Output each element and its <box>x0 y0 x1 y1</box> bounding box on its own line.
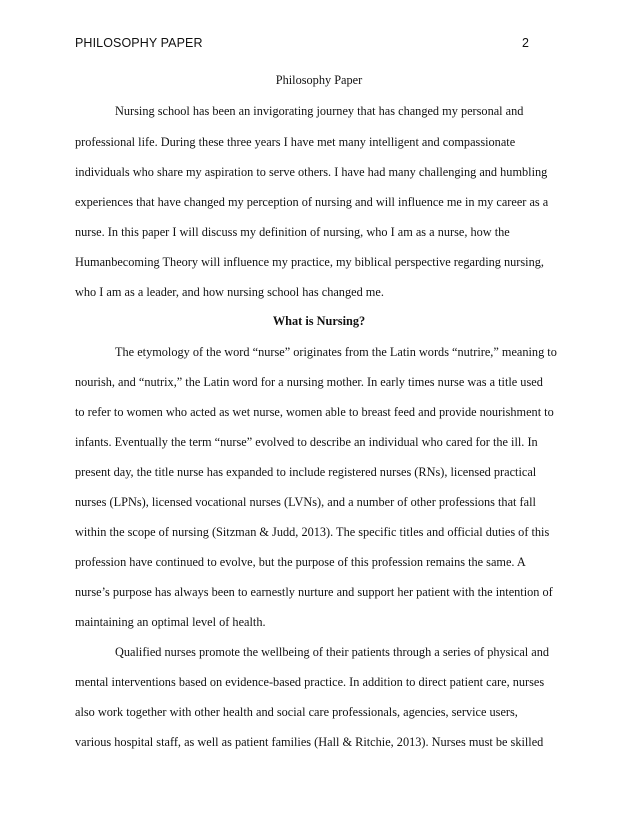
paragraph-line: within the scope of nursing (Sitzman & Judd, 2013). The specific titles and official duties of this <box>75 525 550 539</box>
paragraph-line: nourish, and “nutrix,” the Latin word for a nursing mother. In early times nurse was a title used <box>75 375 543 389</box>
section-heading: What is Nursing? <box>272 314 366 328</box>
paragraph-line: to refer to women who acted as wet nurse, women able to breast feed and provide nourishment to <box>75 405 554 419</box>
paragraph-line: present day, the title nurse has expanded to include registered nurses (RNs), licensed practical <box>75 465 537 479</box>
paragraph-line: infants. Eventually the term “nurse” evolved to describe an individual who cared for the ill. In <box>75 435 538 449</box>
paragraph-line: Qualified nurses promote the wellbeing of their patients through a series of physical and <box>115 645 550 659</box>
running-head: PHILOSOPHY PAPER <box>75 36 203 50</box>
paragraph-line: maintaining an optimal level of health. <box>75 615 266 629</box>
paragraph-line: individuals who share my aspiration to serve others. I have had many challenging and humbling <box>75 165 548 179</box>
paragraph-line: nurses (LPNs), licensed vocational nurses (LVNs), and a number of other professions that fall <box>75 495 536 509</box>
paragraph-line: profession have continued to evolve, but the purpose of this profession remains the same. A <box>75 555 526 569</box>
paragraph-line: Humanbecoming Theory will influence my practice, my biblical perspective regarding nursing, <box>75 255 544 269</box>
page-number: 2 <box>522 36 529 50</box>
paragraph-line: nurse. In this paper I will discuss my definition of nursing, who I am as a nurse, how the <box>75 225 510 239</box>
paragraph-line: who I am as a leader, and how nursing school has changed me. <box>75 285 384 299</box>
paragraph-line: mental interventions based on evidence-based practice. In addition to direct patient care, nurses <box>75 675 545 689</box>
paragraph-line: nurse’s purpose has always been to earnestly nurture and support her patient with the intention of <box>75 585 553 599</box>
paragraph-line: various hospital staff, as well as patient families (Hall & Ritchie, 2013). Nurses must be skilled <box>75 735 544 749</box>
paragraph-line: also work together with other health and social care professionals, agencies, service users, <box>75 705 518 719</box>
document-title: Philosophy Paper <box>275 73 363 87</box>
paragraph-line: experiences that have changed my perception of nursing and will influence me in my career as a <box>75 195 549 209</box>
paragraph-line: Nursing school has been an invigorating journey that has changed my personal and <box>115 104 524 118</box>
paragraph-line: The etymology of the word “nurse” originates from the Latin words “nutrire,” meaning to <box>115 345 557 359</box>
paragraph-line: professional life. During these three years I have met many intelligent and compassionate <box>75 135 516 149</box>
